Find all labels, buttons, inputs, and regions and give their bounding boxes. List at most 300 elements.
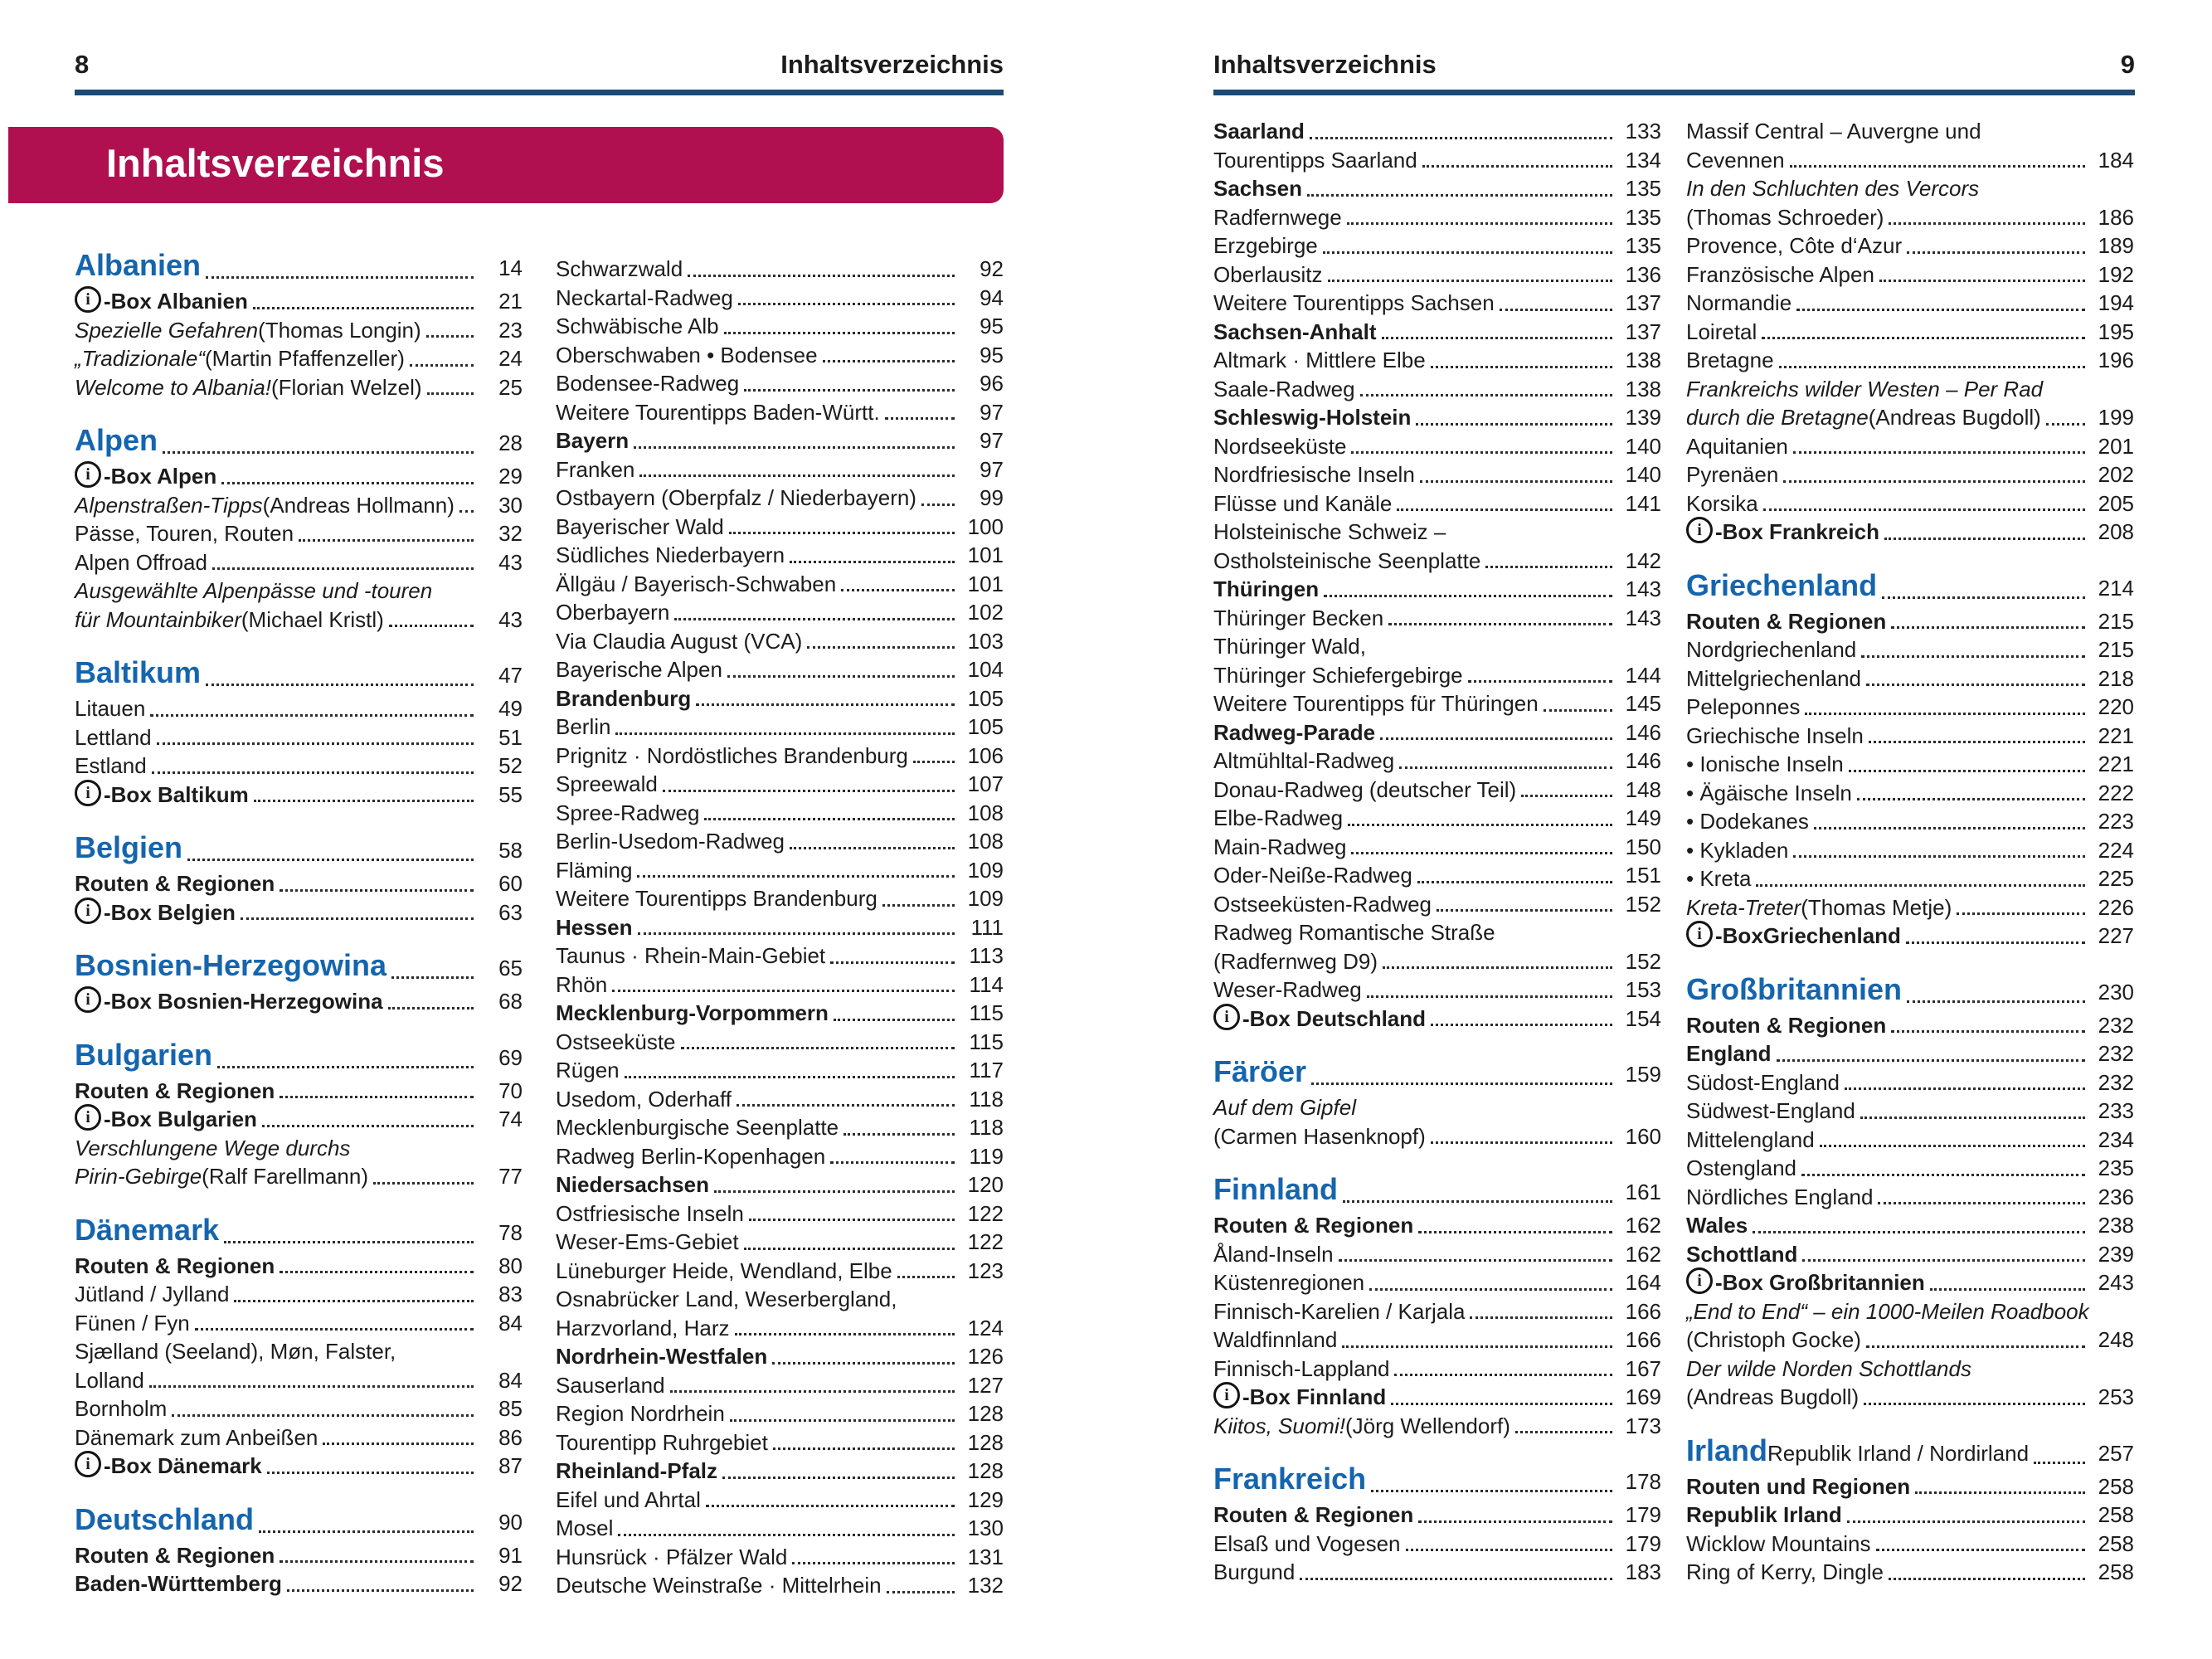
toc-line xyxy=(556,999,1004,1028)
dot-leader xyxy=(674,618,955,620)
info-box-icon: i xyxy=(1213,1004,1240,1030)
dot-leader xyxy=(280,889,474,892)
page-ref: 100 xyxy=(967,513,1004,539)
dot-leader xyxy=(921,504,955,506)
toc-entry xyxy=(1686,1126,2134,1155)
page-ref: 179 xyxy=(1625,1502,1661,1527)
toc-line xyxy=(1686,318,2134,347)
dot-leader xyxy=(1347,222,1612,225)
dot-leader xyxy=(1864,1403,2085,1405)
dot-leader xyxy=(1915,1491,2085,1494)
toc-entry xyxy=(75,287,523,316)
dot-leader xyxy=(1324,595,1612,597)
page-ref: 95 xyxy=(980,342,1004,367)
entry-text-segment: (Carmen Hasenknopf) xyxy=(1213,1123,1426,1149)
page-ref: 60 xyxy=(498,871,523,896)
page-ref: 224 xyxy=(2098,837,2134,863)
dot-leader xyxy=(663,790,955,792)
dot-leader xyxy=(253,307,474,309)
toc-entry xyxy=(1213,1297,1661,1326)
toc-entry xyxy=(1213,432,1661,461)
dot-leader xyxy=(670,1390,955,1393)
toc-entry xyxy=(556,455,1004,484)
page-ref: 152 xyxy=(1625,891,1661,917)
page-ref: 183 xyxy=(1625,1559,1661,1584)
toc-line xyxy=(75,1280,523,1309)
entry-text-segment: Dänemark zum Anbeißen xyxy=(75,1424,318,1450)
toc-entry xyxy=(556,1514,1004,1543)
toc-line xyxy=(75,869,523,898)
toc-line xyxy=(1213,375,1661,404)
toc-line xyxy=(556,941,1004,971)
toc-entry xyxy=(556,856,1004,885)
entry-text-segment: • Ägäische Inseln xyxy=(1686,780,1852,805)
dot-leader xyxy=(790,847,955,849)
entry-text-segment: Wicklow Mountains xyxy=(1686,1530,1871,1556)
toc-line xyxy=(1213,1383,1661,1412)
page-ref: 90 xyxy=(498,1509,523,1535)
toc-line xyxy=(1686,489,2134,518)
entry-text-segment: „End to End“ – ein 1000-Meilen Roadbook xyxy=(1686,1298,2089,1324)
toc-line xyxy=(1213,604,1661,633)
toc-entry xyxy=(1213,890,1661,919)
page-ref: 153 xyxy=(1625,977,1661,1002)
page-ref: 118 xyxy=(969,1115,1004,1140)
toc-entry xyxy=(1686,518,2134,547)
dot-leader xyxy=(639,474,955,477)
toc-line xyxy=(1213,1053,1661,1093)
toc-entry xyxy=(1686,1211,2134,1240)
entry-text-segment: Bayern xyxy=(556,428,630,453)
toc-entry xyxy=(1686,1530,2134,1559)
dot-leader xyxy=(1328,280,1613,282)
toc-line xyxy=(556,1399,1004,1428)
toc-line xyxy=(556,598,1004,627)
page-ref: 194 xyxy=(2098,290,2134,315)
entry-text-segment: (Martin Pfaffenzeller) xyxy=(205,346,405,371)
toc-entry xyxy=(1213,1412,1661,1441)
entry-text-segment: Aquitanien xyxy=(1686,433,1788,459)
entry-text-segment: Südliches Niederbayern xyxy=(556,542,785,567)
dot-leader xyxy=(1847,1520,2085,1523)
toc-line xyxy=(556,1257,1004,1286)
dot-leader xyxy=(688,275,955,277)
entry-text-segment: Routen & Regionen xyxy=(75,1078,275,1103)
page-9-running-header xyxy=(1213,50,2135,95)
toc-entry xyxy=(1213,1326,1661,1355)
toc-line xyxy=(75,1569,523,1598)
dot-leader xyxy=(830,961,955,964)
entry-text-segment: Ällgäu / Bayerisch-Schwaben xyxy=(556,571,837,596)
dot-leader xyxy=(625,1076,955,1078)
entry-text-segment: Fläming xyxy=(556,857,633,883)
dot-leader xyxy=(1367,995,1612,998)
toc-line xyxy=(1686,1183,2134,1212)
entry-text-segment: Pyrenäen xyxy=(1686,462,1779,487)
toc-line xyxy=(1686,1501,2134,1530)
page-ref: 69 xyxy=(498,1044,523,1070)
toc-entry xyxy=(1213,1355,1661,1384)
entry-text-segment: Mittelgriechenland xyxy=(1686,665,1862,691)
dot-leader xyxy=(1420,480,1612,483)
toc-line xyxy=(75,1366,523,1395)
dot-leader xyxy=(241,917,474,920)
entry-text-segment: Rhön xyxy=(556,971,608,997)
dot-leader xyxy=(1805,713,2085,715)
page-ref: 236 xyxy=(2098,1184,2134,1209)
toc-line xyxy=(1213,861,1661,890)
dot-leader xyxy=(1431,366,1612,368)
toc-entry xyxy=(75,1134,523,1191)
toc-line xyxy=(556,856,1004,885)
toc-line xyxy=(1213,318,1661,347)
entry-text-segment: Tourentipp Ruhrgebiet xyxy=(556,1429,768,1455)
toc-entry xyxy=(1686,1432,2134,1472)
dot-leader xyxy=(744,1248,955,1250)
dot-leader xyxy=(1879,280,2085,282)
page-ref: 83 xyxy=(498,1282,523,1306)
toc-line xyxy=(556,770,1004,799)
entry-text-segment: Neckartal-Radweg xyxy=(556,285,733,310)
toc-entry xyxy=(1213,804,1661,833)
toc-entry xyxy=(1213,203,1661,232)
entry-text-segment: Hessen xyxy=(556,914,633,940)
page-ref: 101 xyxy=(967,542,1004,567)
entry-text-segment: Usedom, Oderhaff xyxy=(556,1086,732,1112)
page-ref: 97 xyxy=(980,456,1004,482)
toc-entry xyxy=(556,598,1004,627)
dot-leader xyxy=(410,364,474,367)
entry-text-segment: Routen & Regionen xyxy=(75,871,275,896)
entry-text-segment: Irland xyxy=(1686,1433,1768,1467)
dot-leader xyxy=(738,303,955,305)
toc-entry xyxy=(75,316,523,345)
dot-leader xyxy=(1957,912,2085,915)
info-box-icon: i xyxy=(1686,1267,1713,1294)
toc-line xyxy=(1686,1355,2134,1384)
page-ref: 146 xyxy=(1625,719,1661,745)
entry-text-segment: Frankreich xyxy=(1213,1462,1367,1496)
toc-line xyxy=(556,455,1004,484)
dot-leader xyxy=(843,1133,955,1136)
toc-line xyxy=(1213,432,1661,461)
toc-line xyxy=(1213,1326,1661,1355)
page-ref: 257 xyxy=(2098,1440,2134,1466)
toc-line xyxy=(75,421,523,462)
toc-line xyxy=(1213,1240,1661,1269)
dot-leader xyxy=(841,589,955,591)
dot-leader xyxy=(807,646,955,649)
page-ref: 95 xyxy=(980,314,1004,338)
page-ref: 55 xyxy=(498,781,523,807)
dot-leader xyxy=(267,1472,474,1474)
toc-line xyxy=(75,829,523,869)
toc-line xyxy=(1686,1297,2134,1326)
entry-text-segment: Kreta-Treter xyxy=(1686,894,1801,920)
running-head-right: Inhaltsverzeichnis xyxy=(1213,50,1437,79)
page-ref: 173 xyxy=(1625,1413,1661,1438)
toc-line xyxy=(75,1337,523,1366)
page-ref: 140 xyxy=(1625,433,1661,459)
page-ref: 164 xyxy=(1625,1270,1661,1295)
entry-text-segment: -Box Bulgarien xyxy=(104,1107,257,1131)
page-ref: 202 xyxy=(2098,462,2134,487)
entry-text-segment: Lolland xyxy=(75,1367,144,1393)
toc-line xyxy=(1686,893,2134,922)
entry-text-segment: Frankreichs wilder Westen – Per Rad xyxy=(1686,376,2044,401)
entry-text-segment: Routen & Regionen xyxy=(1686,1012,1887,1038)
page-ref: 141 xyxy=(1625,490,1661,516)
dot-leader xyxy=(704,818,955,820)
toc-entry xyxy=(1686,1039,2134,1068)
dot-leader xyxy=(262,1125,474,1127)
page-ref: 52 xyxy=(498,753,523,778)
page-ref: 143 xyxy=(1625,605,1661,630)
page-ref: 135 xyxy=(1625,176,1661,201)
toc-line xyxy=(1213,890,1661,919)
entry-text-segment: Waldfinnland xyxy=(1213,1327,1338,1352)
dot-leader xyxy=(1351,852,1612,854)
toc-entry xyxy=(75,1423,523,1452)
toc-entry xyxy=(75,781,523,810)
page-ref: 233 xyxy=(2098,1098,2134,1123)
dot-leader xyxy=(259,1530,474,1533)
entry-text-segment: Deutsche Weinstraße · Mittelrhein xyxy=(556,1573,882,1598)
page-ref: 154 xyxy=(1625,1005,1661,1031)
page-ref: 232 xyxy=(2098,1012,2134,1038)
toc-entry xyxy=(1213,318,1661,347)
dot-leader xyxy=(1360,394,1612,397)
entry-text-segment: Ostholsteinische Seenplatte xyxy=(1213,547,1481,573)
toc-entry xyxy=(556,1457,1004,1486)
page-ref: 86 xyxy=(498,1424,523,1450)
toc-line xyxy=(1686,1472,2134,1501)
page-ref: 25 xyxy=(498,374,523,400)
entry-text-segment: (Christoph Gocke) xyxy=(1686,1327,1861,1352)
page-ref: 162 xyxy=(1625,1241,1661,1267)
page-ref: 14 xyxy=(498,255,523,280)
dot-leader xyxy=(212,567,474,570)
page-ref: 47 xyxy=(498,663,523,688)
toc-entry xyxy=(556,1285,1004,1342)
toc-entry xyxy=(1686,1097,2134,1126)
entry-text-segment: Korsika xyxy=(1686,490,1758,516)
entry-text-segment: -Box Belgien xyxy=(104,899,236,925)
page-ref: 92 xyxy=(980,256,1004,281)
dot-leader xyxy=(1861,655,2085,658)
page-ref: 128 xyxy=(967,1429,1004,1455)
page-ref: 199 xyxy=(2098,405,2134,430)
dot-leader xyxy=(195,1328,474,1331)
toc-entry xyxy=(556,1428,1004,1457)
toc-entry xyxy=(1213,718,1661,747)
dot-leader xyxy=(221,482,474,484)
entry-text-segment: Routen & Regionen xyxy=(1213,1213,1414,1238)
toc-line xyxy=(1213,632,1661,661)
toc-entry xyxy=(1686,864,2134,893)
entry-text-segment: Ostbayern (Oberpfalz / Niederbayern) xyxy=(556,485,916,510)
toc-entry xyxy=(556,513,1004,542)
entry-text-segment: • Kreta xyxy=(1686,866,1752,891)
dot-leader xyxy=(1889,1578,2085,1580)
toc-entry xyxy=(1686,836,2134,865)
dot-leader xyxy=(1796,309,2085,311)
entry-text-segment: -Box Baltikum xyxy=(104,781,249,807)
dot-leader xyxy=(1416,423,1612,426)
toc-entry xyxy=(556,713,1004,742)
dot-leader xyxy=(234,1300,474,1302)
page-ref: 84 xyxy=(498,1367,523,1393)
entry-text-segment: Verschlungene Wege durchs xyxy=(75,1135,351,1160)
entry-text-segment: Französische Alpen xyxy=(1686,261,1874,287)
dot-leader xyxy=(1417,881,1612,883)
dot-leader xyxy=(913,761,955,763)
toc-line xyxy=(556,742,1004,771)
toc-entry xyxy=(1686,779,2134,808)
entry-text-segment: Ausgewählte Alpenpässe und -touren xyxy=(75,578,433,603)
entry-text-segment: (Andreas Hollmann) xyxy=(262,492,455,518)
toc-line xyxy=(1686,346,2134,375)
dot-leader xyxy=(323,1443,474,1445)
entry-text-segment: Ostseeküste xyxy=(556,1029,676,1054)
toc-entry xyxy=(75,1569,523,1598)
page-ref: 138 xyxy=(1625,348,1661,372)
toc-line xyxy=(1213,1122,1661,1151)
page-ref: 179 xyxy=(1625,1530,1661,1556)
entry-text-segment: Spreewald xyxy=(556,771,658,796)
toc-entry xyxy=(1213,1170,1661,1211)
toc-entry xyxy=(75,1309,523,1338)
toc-column-4 xyxy=(1686,117,2134,1587)
toc-entry xyxy=(1686,1472,2134,1501)
page-ref: 58 xyxy=(498,838,523,863)
toc-entry xyxy=(556,1399,1004,1428)
toc-line xyxy=(1213,1412,1661,1441)
toc-line xyxy=(1686,1011,2134,1040)
toc-line xyxy=(1213,661,1661,690)
toc-line xyxy=(556,1457,1004,1486)
toc-line xyxy=(1213,289,1661,318)
toc-line xyxy=(1686,922,2134,951)
page-ref: 167 xyxy=(1625,1355,1661,1381)
toc-line xyxy=(556,398,1004,427)
toc-line xyxy=(556,1199,1004,1228)
dot-leader xyxy=(1380,737,1612,740)
entry-text-segment: Schottland xyxy=(1686,1241,1798,1267)
toc-entry xyxy=(556,541,1004,570)
page-ref: 137 xyxy=(1625,290,1661,315)
dot-leader xyxy=(1544,709,1612,712)
toc-line xyxy=(75,1162,523,1191)
entry-text-segment: Altmühltal-Radweg xyxy=(1213,748,1395,773)
toc-entry xyxy=(1213,861,1661,890)
entry-text-segment: Routen & Regionen xyxy=(75,1253,275,1278)
toc-line xyxy=(1213,575,1661,604)
entry-text-segment: Republik Irland / Nordirland xyxy=(1767,1440,2030,1466)
toc-entry xyxy=(75,752,523,781)
dot-leader xyxy=(735,1333,955,1335)
toc-line xyxy=(75,373,523,402)
entry-text-segment: Sachsen xyxy=(1213,176,1302,201)
dot-leader xyxy=(1394,1374,1612,1376)
entry-text-segment: Ostseeküsten-Radweg xyxy=(1213,891,1432,917)
entry-text-segment: Bosnien-Herzegowina xyxy=(75,948,387,982)
toc-entry xyxy=(1213,289,1661,318)
toc-line xyxy=(1213,1501,1661,1530)
dot-leader xyxy=(1753,1231,2085,1233)
entry-text-segment: • Dodekanes xyxy=(1686,809,1809,834)
toc-line xyxy=(1213,1355,1661,1384)
dot-leader xyxy=(615,732,955,735)
page-ref: 160 xyxy=(1625,1123,1661,1149)
entry-text-segment: Taunus · Rhein-Main-Gebiet xyxy=(556,943,826,968)
toc-entry xyxy=(1686,567,2134,607)
dot-leader xyxy=(724,332,955,334)
dot-leader xyxy=(1763,508,2085,511)
toc-entry xyxy=(1686,893,2134,922)
dot-leader xyxy=(1762,337,2085,339)
dot-leader xyxy=(1307,194,1612,197)
toc-line xyxy=(1686,403,2134,432)
toc-line xyxy=(1213,689,1661,718)
toc-entry xyxy=(75,1105,523,1134)
toc-entry xyxy=(556,1142,1004,1171)
entry-text-segment: Nordrhein-Westfalen xyxy=(556,1344,768,1369)
info-box-icon: i xyxy=(75,286,101,313)
entry-text-segment: Weitere Tourentipps Sachsen xyxy=(1213,290,1495,315)
toc-line xyxy=(1213,947,1661,976)
entry-text-segment: Nordgriechenland xyxy=(1686,637,1857,662)
page-ref: 91 xyxy=(498,1542,523,1568)
entry-text-segment: (Jörg Wellendorf) xyxy=(1344,1413,1510,1438)
dot-leader xyxy=(224,1241,474,1243)
page-ref: 226 xyxy=(2098,894,2134,920)
entry-text-segment: Burgund xyxy=(1213,1559,1296,1584)
entry-text-segment: Rheinland-Pfalz xyxy=(556,1458,718,1483)
entry-text-segment: Weitere Tourentipps Baden-Württ. xyxy=(556,399,880,425)
toc-line xyxy=(556,1113,1004,1142)
entry-text-segment: Lettland xyxy=(75,724,152,750)
dot-leader xyxy=(727,675,955,678)
toc-line xyxy=(556,799,1004,828)
entry-text-segment: für Mountainbiker xyxy=(75,606,241,632)
toc-entry xyxy=(75,344,523,373)
toc-line xyxy=(75,246,523,287)
toc-column-1 xyxy=(75,246,523,1600)
entry-text-segment: Sjælland (Seeland), Møn, Falster, xyxy=(75,1339,396,1364)
entry-text-segment: -Box Frankreich xyxy=(1715,519,1879,544)
toc-line xyxy=(556,684,1004,713)
toc-line xyxy=(75,577,523,606)
page-ref: 130 xyxy=(967,1515,1004,1540)
toc-entry xyxy=(75,246,523,287)
entry-text-segment: Radweg Romantische Straße xyxy=(1213,920,1495,945)
entry-text-segment: Griechenland xyxy=(1686,567,1878,602)
page-8-columns xyxy=(75,246,1004,1600)
toc-line xyxy=(556,627,1004,656)
entry-text-segment: Pirin-Gebirge xyxy=(75,1164,202,1189)
page-ref: 161 xyxy=(1625,1180,1661,1204)
toc-line xyxy=(1213,833,1661,862)
dot-leader xyxy=(280,1271,474,1273)
entry-text-segment: Schwäbische Alb xyxy=(556,314,719,338)
dot-leader xyxy=(744,389,955,392)
page-ref: 113 xyxy=(969,943,1004,968)
toc-line xyxy=(1213,117,1661,146)
dot-leader xyxy=(790,561,955,563)
toc-line xyxy=(1686,664,2134,693)
entry-text-segment: Alpen xyxy=(75,423,158,457)
